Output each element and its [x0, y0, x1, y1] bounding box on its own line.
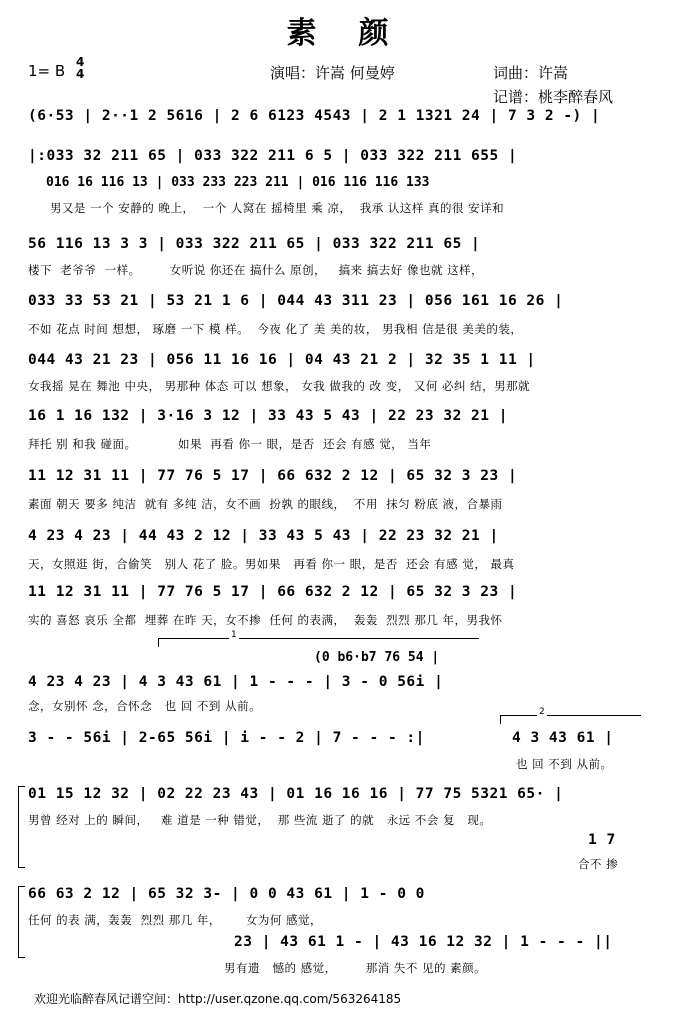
lyrics-line-12: 任何 的表 满，轰轰 烈烈 那几 年， 女为何 感觉，: [28, 913, 323, 927]
lyrics-line-11-tail: 合不 掺: [578, 857, 619, 871]
volta-label-2: 2: [539, 707, 545, 717]
score-line-8: 11 12 31 11 | 77 76 5 17 | 66 632 2 12 | 65 32 3 23 |: [28, 584, 518, 600]
time-signature-bottom: 4: [76, 67, 85, 81]
section-bracket-2: [18, 886, 25, 958]
score-line-11-tail: 1 7: [588, 832, 616, 848]
volta-bracket-2: [500, 707, 641, 724]
score-line-5: 16 1 16 132 | 3·16 3 12 | 33 43 5 43 | 22 23 32 21 |: [28, 408, 508, 424]
lyrics-line-5: 拜托 别 和我 碰面。 如果 再看 你一 眼，是否 还会 有感 觉， 当年: [28, 437, 432, 451]
score-line-9: 4 23 4 23 | 4 3 43 61 | 1 - - - | 3 - 0 56i |: [28, 674, 444, 690]
score-line-1-harmony: 016 16 116 13 | 033 233 223 211 | 016 116 116 133: [46, 175, 430, 190]
song-title: 素颜: [286, 16, 431, 51]
score-line-4: 044 43 21 23 | 056 11 16 16 | 04 43 21 2 | 32 35 1 11 |: [28, 352, 536, 368]
score-line-11: 01 15 12 32 | 02 22 23 43 | 01 16 16 16 | 77 75 5321 65· |: [28, 786, 564, 802]
volta-label-1: 1: [231, 630, 237, 640]
time-signature: [76, 56, 84, 80]
lyricist-credit: 词曲：许嵩: [493, 64, 569, 82]
score-line-10: 3 - - 56i | 2-65 56i | i - - 2 | 7 - - - :|: [28, 730, 425, 746]
score-line-10-volta2: 4 3 43 61 |: [512, 730, 614, 746]
score-line-9-upper: (0 b6·b7 76 54 |: [314, 650, 440, 665]
lyrics-line-7: 天，女照逛 街，合偷笑 别人 花了 脸。男如果 再看 你一 眼，是否 还会 有感 觉， 最真: [28, 557, 515, 571]
score-line-1: |:033 32 211 65 | 033 322 211 6 5 | 033 322 211 655 |: [28, 148, 518, 164]
lyrics-line-6: 素面 朝天 要多 纯洁 就有 多纯 洁，女不画 扮孰 的眼线， 不用 抹匀 粉底 液，合暴雨: [28, 497, 503, 511]
score-line-3: 033 33 53 21 | 53 21 1 6 | 044 43 311 23 | 056 161 16 26 |: [28, 293, 564, 309]
intro-line: (6·53 | 2··1 2 5616 | 2 6 6123 4543 | 2 1 1321 24 | 7 3 2 -) |: [28, 108, 601, 124]
lyrics-line-4: 女我摇 晃在 舞池 中央， 男那种 体态 可以 想象， 女我 做我的 改 变， 又何 必纠 结，男那就: [28, 379, 531, 393]
lyrics-line-10: 也 回 不到 从前。: [516, 757, 613, 771]
lyrics-line-13: 男有遗 憾的 感觉， 那消 失不 见的 素颜。: [224, 961, 487, 975]
transcriber-credit: 记谱：桃李醉春风: [493, 88, 614, 106]
score-line-2: 56 116 13 3 3 | 033 322 211 65 | 033 322 211 65 |: [28, 236, 481, 252]
lyrics-line-3: 不如 花点 时间 想想， 琢磨 一下 模 样。 今夜 化了 美 美的妆， 男我相 信是很 美美的装，: [28, 322, 523, 336]
footer-url: 欢迎光临醉春风记谱空间：http://user.qzone.qq.com/563264185: [34, 992, 402, 1006]
score-line-6: 11 12 31 11 | 77 76 5 17 | 66 632 2 12 | 65 32 3 23 |: [28, 468, 518, 484]
volta-bracket-1: [158, 630, 479, 647]
lyrics-line-1: 男又是 一个 安静的 晚上， 一个 人窝在 摇椅里 乘 凉， 我承 认这样 真的很 安详和: [50, 201, 505, 215]
lyrics-line-2: 楼下 老爷爷 一样。 女听说 你还在 搞什么 原创， 搞来 搞去好 像也就 这样，: [28, 263, 484, 277]
lyrics-line-8: 实的 喜怒 哀乐 全都 埋葬 在昨 天，女不掺 任何 的表满， 轰轰 烈烈 那几 年，男我怀: [28, 613, 503, 627]
score-line-13: 23 | 43 61 1 - | 43 16 12 32 | 1 - - - ||: [234, 934, 613, 950]
time-signature-top: 4: [76, 55, 85, 69]
score-line-12: 66 63 2 12 | 65 32 3- | 0 0 43 61 | 1 - 0 0: [28, 886, 425, 902]
lyrics-line-9: 念，女别怀 念，合怀念 也 回 不到 从前。: [28, 699, 262, 713]
section-bracket: [18, 786, 25, 868]
key-signature: 1= B: [28, 62, 66, 80]
singers-credit: 演唱：许嵩 何曼婷: [270, 64, 395, 82]
score-line-7: 4 23 4 23 | 44 43 2 12 | 33 43 5 43 | 22 23 32 21 |: [28, 528, 499, 544]
lyrics-line-11: 男曾 经对 上的 瞬间， 难 道是 一种 错觉， 那 些流 逝了 的就 永远 不会 复 现。: [28, 813, 492, 827]
